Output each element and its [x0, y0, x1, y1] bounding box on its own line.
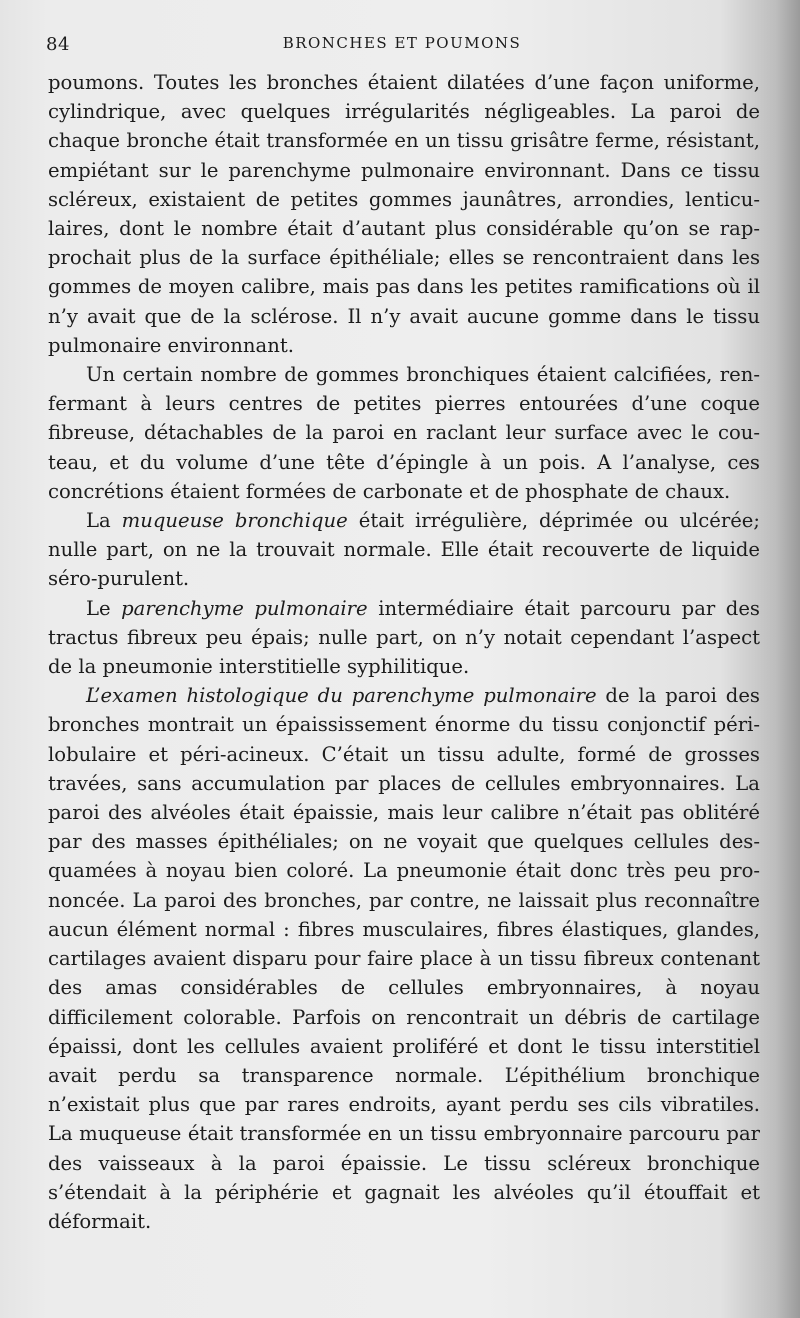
paragraph-1	[48, 68, 760, 360]
running-title: BRONCHES ET POUMONS	[282, 34, 522, 52]
page-body	[48, 68, 760, 1236]
paragraph-text: Un certain nombre de gommes bronchiques étaient calcifiées, renfermant à leurs centres de petites pierres entourées d’une coque fibreuse, détachables de la paroi en raclant leur surface avec le couteau, et du volume d’une tête d’épingle à un pois. A l’analyse, ces concrétions étaient formées de carbonate et de phosphate de chaux.	[48, 363, 760, 503]
paragraph-text: était irrégulière, déprimée ou ulcérée; nulle part, on ne la trouvait normale. Elle était recouverte de liquide séro-purulent.	[48, 509, 761, 591]
italic-term: muqueuse bronchique	[121, 509, 348, 533]
paragraph-text: intermédiaire était parcouru par des tractus fibreux peu épais; nulle part, on n’y notait cependant l’aspect de la pneumonie interstitielle syphilitique.	[48, 596, 760, 679]
paragraph-3	[48, 506, 760, 594]
page-number: 84	[46, 34, 70, 55]
page-header	[44, 34, 760, 56]
paragraph-lead: Le	[86, 596, 122, 620]
paragraph-lead: La	[86, 509, 122, 533]
paragraph-text: poumons. Toutes les bronches étaient dilatées d’une façon uniforme, cylindrique, avec quelques irrégularités négligeables. La paroi de chaque bronche était transformée en un tissu grisâtre ferme, résistant, empiétant sur le parenchyme pulmonaire environnant. Dans ce tissu scléreux, existaient de petites gommes jaunâtres, arrondies, lenticulaires, dont le nombre était d’autant plus considérable qu’on se rapprochait plus de la surface épithéliale; elles se rencontraient dans les gommes de moyen calibre, mais pas dans les petites ramifications où il n’y avait que de la sclérose. Il n’y avait aucune gomme dans le tissu pulmonaire environnant.	[48, 71, 760, 357]
paragraph-2	[48, 360, 760, 506]
paragraph-5	[48, 681, 760, 1236]
italic-term: L’examen histologique du parenchyme pulmonaire	[86, 684, 597, 708]
paragraph-text: de la paroi des bronches montrait un épaississement énorme du tissu conjonctif péri-lobulaire et péri-acineux. C’était un tissu adulte, formé de grosses travées, sans accumulation par places de cellules embryonnaires. La paroi des alvéoles était épaissie, mais leur calibre n’était pas oblitéré par des masses épithéliales; on ne voyait que quelques cellules desquamées à noyau bien coloré. La pneumonie était donc très peu prononcée. La paroi des bronches, par contre, ne laissait plus reconnaître aucun élément normal : fibres musculaires, fibres élastiques, glandes, cartilages avaient disparu pour faire place à un tissu fibreux contenant des amas considérables de cellules embryonnaires, à noyau difficilement colorable. Parfois on rencontrait un débris de cartilage épaissi, dont les cellules avaient proliféré et dont le tissu interstitiel avait perdu sa transparence normale. L’épithélium bronchique n’existait plus que par rares endroits, ayant perdu ses cils vibratiles. La muqueuse était transformée en un tissu embryonnaire parcouru par des vaisseaux à la paroi épaissie. Le tissu scléreux bronchique s’étendait à la périphérie et gagnait les alvéoles qu’il étouffait et déformait.	[48, 684, 760, 1233]
italic-term: parenchyme pulmonaire	[121, 596, 368, 620]
paragraph-4	[48, 594, 760, 682]
